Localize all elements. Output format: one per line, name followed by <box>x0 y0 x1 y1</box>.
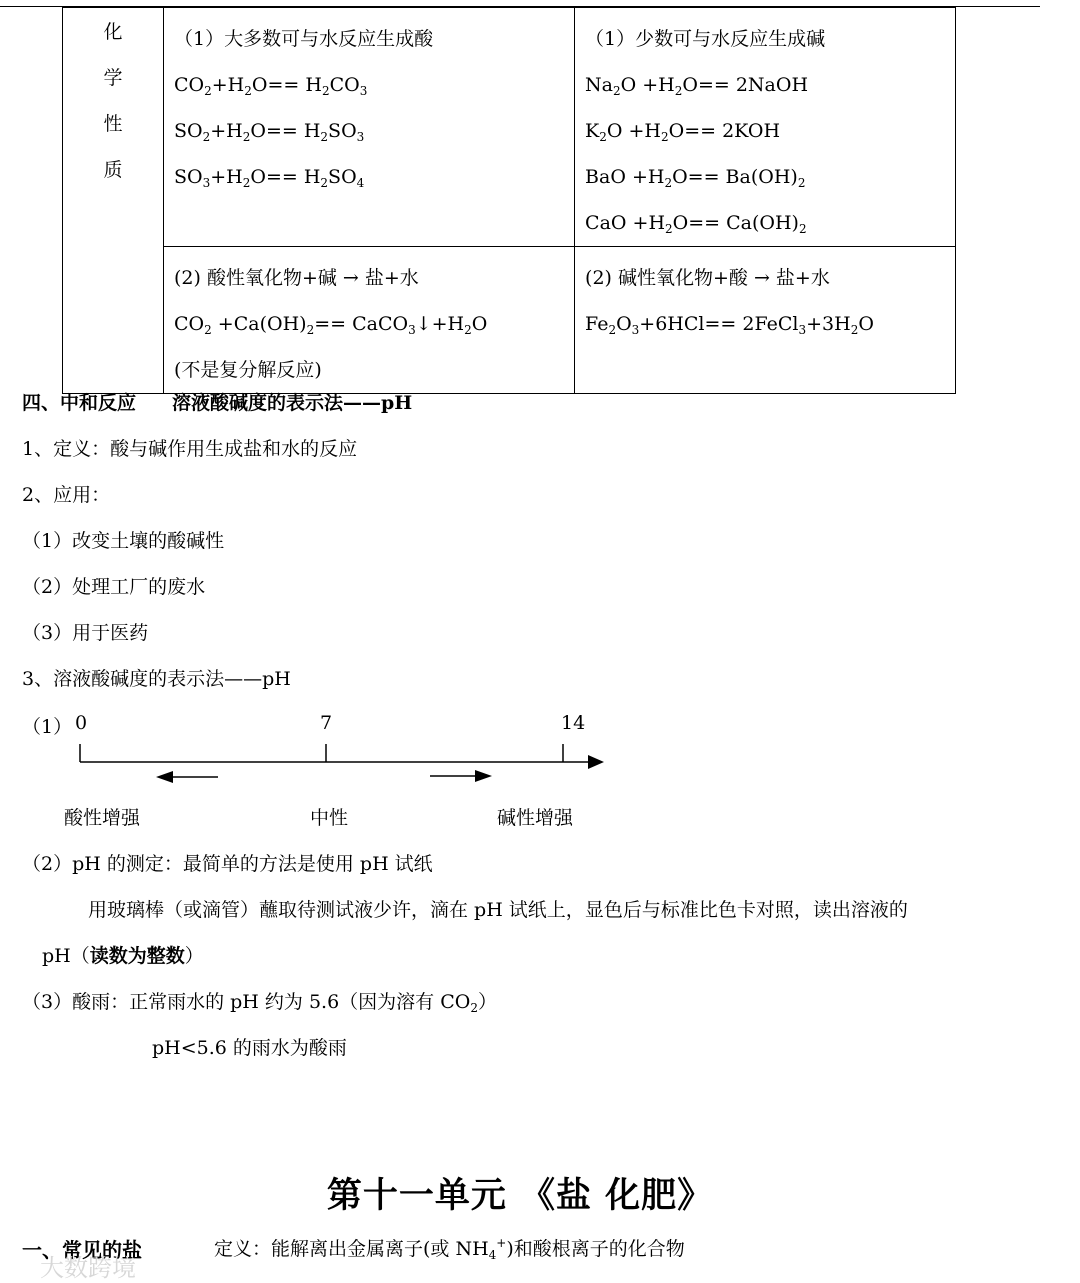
equation: $SO_3+H_2O== H_2SO_4$ <box>174 166 365 190</box>
acid-rain-definition: pH<5.6 的雨水为酸雨 <box>152 1037 347 1059</box>
common-salts-heading: 一、常见的盐 <box>22 1238 142 1262</box>
definition-line: 1、定义：酸与碱作用生成盐和水的反应 <box>22 438 358 460</box>
section4-heading: 四、中和反应 溶液酸碱度的表示法——pH <box>22 392 413 414</box>
base-oxide-acid-cell <box>575 247 956 394</box>
ph-measure-detail: 用玻璃棒（或滴管）蘸取待测试液少许，滴在 pH 试纸上，显色后与标准比色卡对照，读出溶液的 <box>88 899 908 921</box>
scale-axis-arrowhead <box>588 755 604 769</box>
equation: $Fe_2O_3+6HCl==$ $2FeCl_3+3H_2O$ <box>585 313 874 337</box>
equation: $K_2O +H_2O== 2KOH$ <box>585 120 781 144</box>
acid-oxide-water-cell <box>164 8 575 247</box>
base-arrow-right-icon <box>475 770 492 782</box>
label-char: 学 <box>103 67 123 89</box>
application-heading: 2、应用： <box>22 484 111 506</box>
acid-arrow-left-icon <box>156 771 173 783</box>
oxide-properties-table <box>62 7 956 394</box>
acid-strengthens-label: 酸性增强 <box>64 807 141 829</box>
ph-measure-line: （2）pH 的测定：最简单的方法是使用 pH 试纸 <box>22 853 433 875</box>
unit-title: 第十一单元 《盐 化肥》 <box>326 1175 714 1216</box>
ph-measure-tail: pH（读数为整数） <box>42 945 204 967</box>
label-char: 化 <box>103 21 123 43</box>
neutral-label: 中性 <box>310 807 349 829</box>
application-item-2: （2）处理工厂的废水 <box>22 576 206 598</box>
equation: CaO $+H_2O== Ca(OH)_2$ <box>585 212 807 236</box>
base-oxide-water-cell <box>575 8 956 247</box>
cell-heading: (2) 酸性氧化物+碱 → 盐+水 <box>174 267 419 289</box>
cell-heading: （1）大多数可与水反应生成酸 <box>174 28 434 50</box>
cell-note: (不是复分解反应) <box>174 359 322 381</box>
row-label-chemical-properties <box>63 8 164 394</box>
scale-label-7: 7 <box>320 712 333 734</box>
scale-prefix: （1） <box>22 716 73 738</box>
equation: $SO_2+H_2O== H_2SO_3$ <box>174 120 365 144</box>
scale-label-0: 0 <box>75 712 88 734</box>
acid-oxide-base-cell <box>164 247 575 394</box>
cell-heading: (2) 碱性氧化物+酸 → 盐+水 <box>585 267 830 289</box>
application-item-3: （3）用于医药 <box>22 622 149 644</box>
label-char: 质 <box>103 159 123 181</box>
equation: BaO $+H_2O== Ba(OH)_2$ <box>585 166 806 190</box>
ph-heading: 3、溶液酸碱度的表示法——pH <box>22 668 291 690</box>
salt-definition: 定义：能解离出金属离子(或 $NH_4^+$)和酸根离子的化合物 <box>214 1236 685 1262</box>
base-strengthens-label: 碱性增强 <box>497 807 574 829</box>
acid-rain-line: （3）酸雨：正常雨水的 pH 约为 5.6（因为溶有 $CO_2$） <box>22 991 497 1015</box>
scale-label-14: 14 <box>561 712 586 734</box>
equation: $CO_2 +Ca(OH)_2==$ $CaCO_3↓+H_2O$ <box>174 313 488 337</box>
application-item-1: （1）改变土壤的酸碱性 <box>22 530 225 552</box>
watermark-logo: 大数跨境 <box>40 1254 136 1282</box>
equation: $CO_2+H_2O== H_2CO_3$ <box>174 74 368 98</box>
equation: $Na_2O +H_2O==$ 2NaOH <box>585 74 809 98</box>
ph-scale-diagram <box>70 740 610 790</box>
cell-heading: （1）少数可与水反应生成碱 <box>585 28 826 50</box>
label-char: 性 <box>103 113 123 135</box>
